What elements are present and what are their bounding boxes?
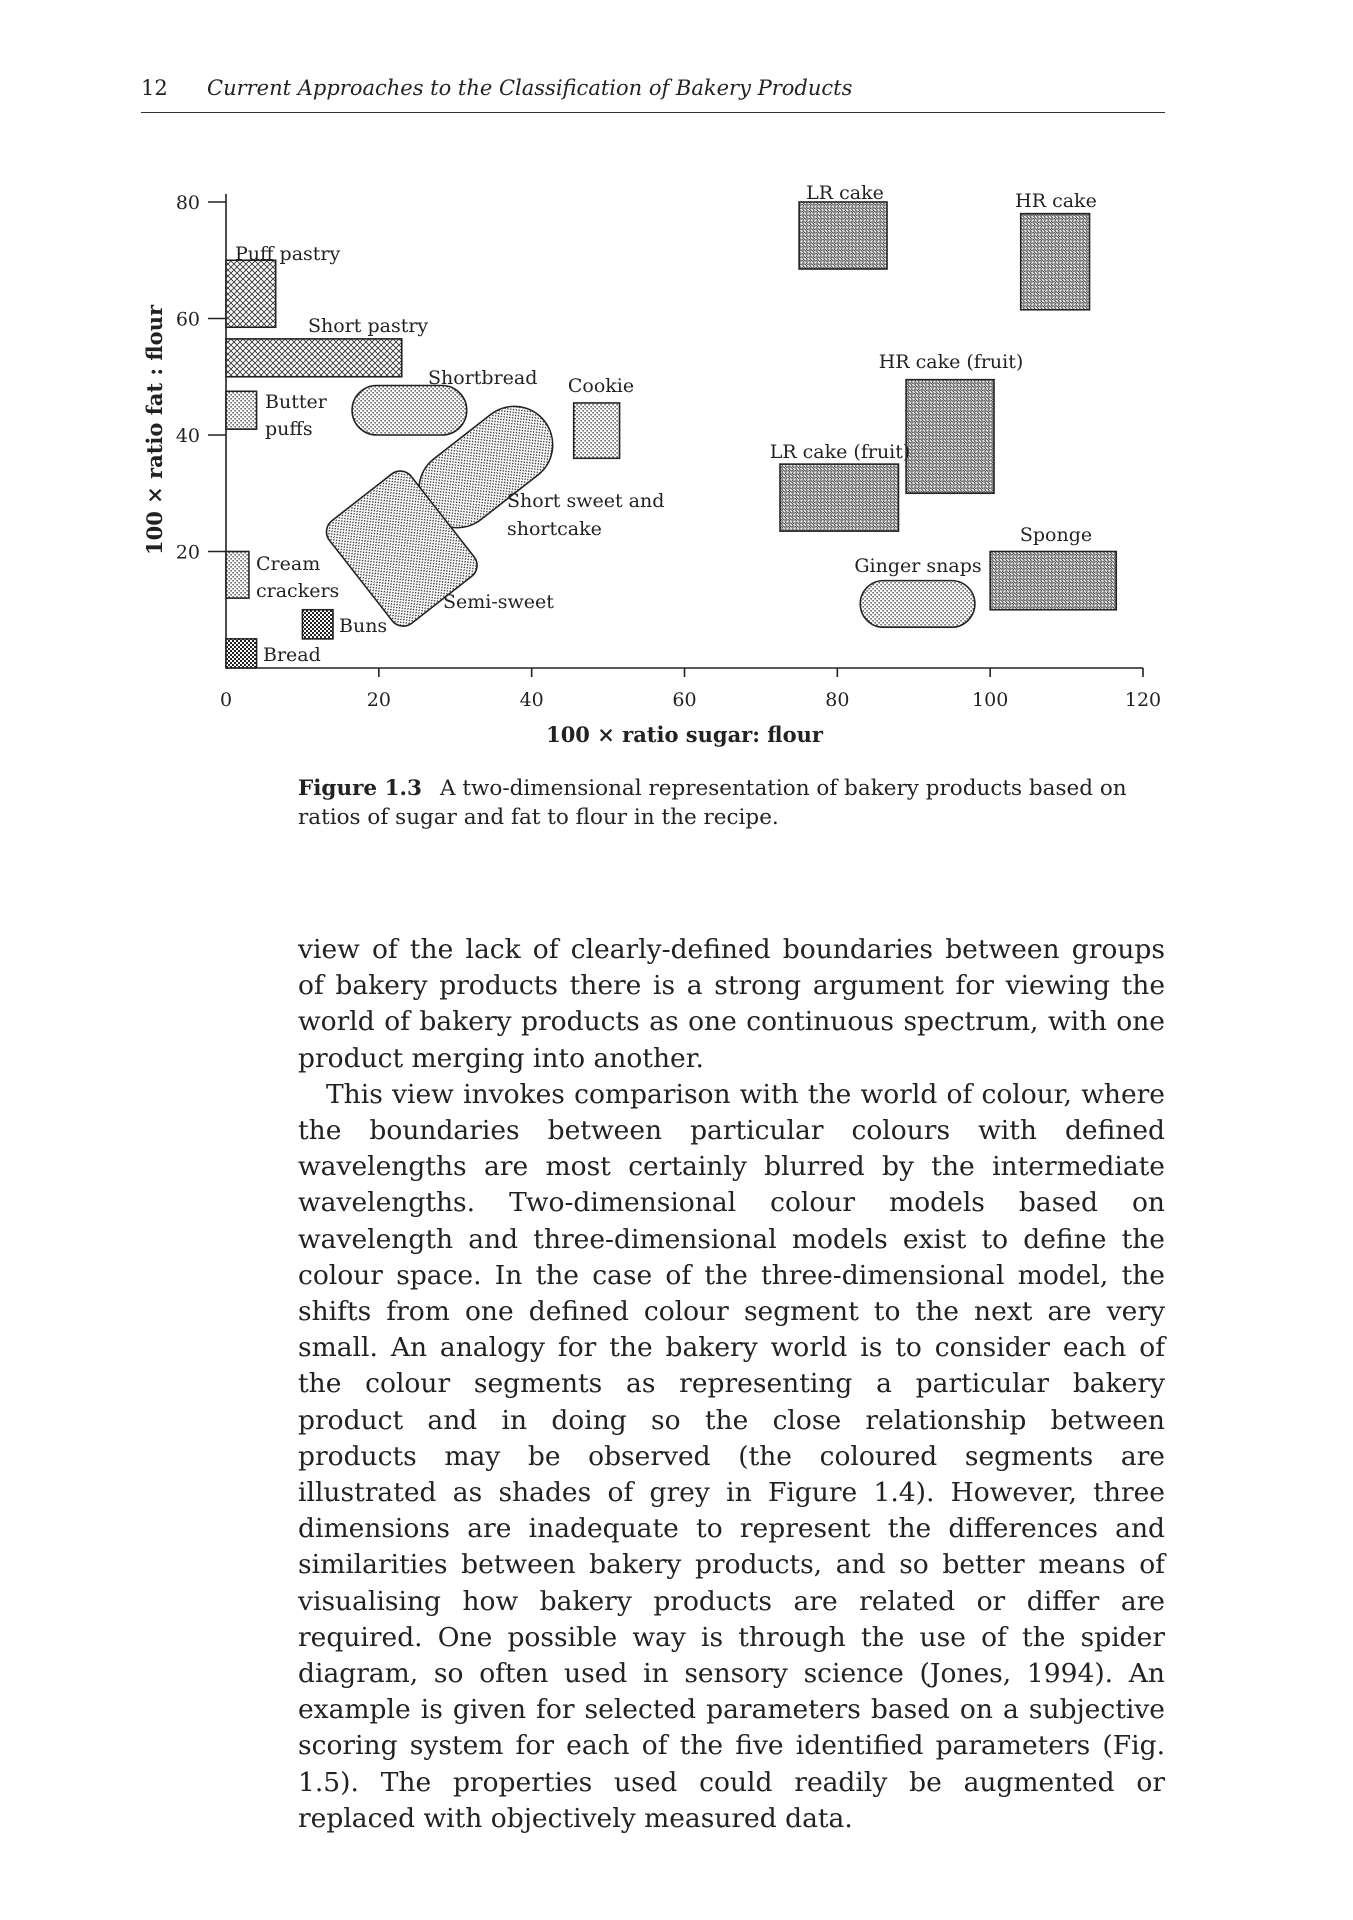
label-ginger-snaps: Ginger snaps [854, 555, 982, 577]
region-bread [226, 639, 257, 668]
label-short-pastry: Short pastry [308, 315, 429, 337]
y-tick-label: 20 [175, 541, 200, 564]
region-hr-cake [1021, 214, 1090, 310]
label-cream-crackers: crackers [256, 580, 340, 602]
y-tick-label: 80 [175, 192, 200, 214]
running-title: Current Approaches to the Classification of Bakery Products [207, 76, 853, 100]
x-tick-label: 100 [972, 689, 1009, 711]
label-lr-cake-fruit: LR cake (fruit) [769, 441, 911, 463]
figure-label: Figure 1.3 [298, 776, 422, 801]
paragraph-1: view of the lack of clearly-defined boundaries between groups of bakery products there is a strong argument for viewing the world of bakery products as one continuous spectrum, with one product merging into another. [298, 934, 1165, 1074]
label-shortbread: Shortbread [428, 367, 538, 389]
paragraph-2: This view invokes comparison with the world of colour, where the boundaries between particular colours with defined wavelengths are most certainly blurred by the intermediate wavelengths. Two-dimensional colour models based on wavelength and three-dimensional models exist to define the colour space. In the case of the three-dimensional model, the shifts from one defined colour segment to the next are very small. An analogy for the bakery world is to consider each of the colour segments as representing a particular bakery product and in doing so the close relationship between products may be observed (the coloured segments are illustrated as shades of grey in Figure 1.4). However, three dimensions are inadequate to represent the differences and similarities between bakery products, and so better means of visualising how bakery products are related or differ are required. One possible way is through the use of the spider diagram, so often used in sensory science (Jones, 1994). An example is given for selected parameters based on a subjective scoring system for each of the five identified parameters (Fig. 1.5). The properties used could readily be augmented or replaced with objectively measured data. [298, 1078, 1165, 1834]
x-tick-label: 120 [1124, 689, 1162, 711]
bakery-classification-diagram [0, 0, 1353, 760]
label-hr-cake: HR cake [1015, 190, 1097, 212]
x-tick-label: 0 [219, 689, 233, 711]
label-cream-crackers: Cream [256, 553, 321, 575]
region-puff-pastry [226, 260, 276, 327]
body-text [298, 932, 1165, 1837]
x-tick-label: 80 [825, 689, 850, 711]
label-short-sweet-and-shortcake: shortcake [507, 518, 602, 540]
regions [226, 202, 1116, 668]
region-butter-puffs [226, 391, 257, 429]
x-axis-label: 100 × ratio sugar: flour [546, 722, 823, 747]
region-ginger-snaps [860, 581, 975, 628]
label-buns: Buns [339, 615, 388, 637]
region-lr-cake [799, 202, 887, 269]
x-tick-label: 60 [672, 689, 697, 711]
label-short-sweet-and-shortcake: Short sweet and [507, 490, 665, 512]
label-butter-puffs: puffs [265, 418, 313, 440]
region-hr-cake-fruit [906, 380, 994, 494]
region-buns [302, 610, 333, 639]
label-sponge: Sponge [1019, 524, 1093, 546]
y-tick-label: 40 [175, 425, 200, 447]
region-cream-crackers [226, 552, 249, 599]
figure-caption [298, 774, 1165, 832]
label-cookie: Cookie [567, 375, 635, 397]
label-butter-puffs: Butter [265, 391, 327, 413]
figure-caption-text: A two-dimensional representation of bakery products based on ratios of sugar and fat to flour in the recipe. [298, 776, 1127, 830]
region-cookie [574, 403, 620, 458]
label-puff-pastry: Puff pastry [235, 243, 341, 265]
label-hr-cake-fruit: HR cake (fruit) [878, 351, 1024, 373]
y-tick-label: 60 [175, 308, 200, 331]
label-bread: Bread [263, 644, 321, 666]
page-number: 12 [141, 76, 168, 100]
region-lr-cake-fruit [780, 464, 898, 531]
region-sponge [990, 552, 1116, 610]
label-lr-cake: LR cake [806, 182, 884, 204]
x-tick-label: 20 [366, 689, 391, 711]
x-tick-label: 40 [519, 689, 544, 711]
region-short-pastry [226, 339, 402, 377]
region-shortbread [352, 385, 467, 435]
label-semi-sweet: Semi-sweet [443, 591, 554, 613]
y-axis-label: 100 × ratio fat : flour [142, 304, 167, 556]
